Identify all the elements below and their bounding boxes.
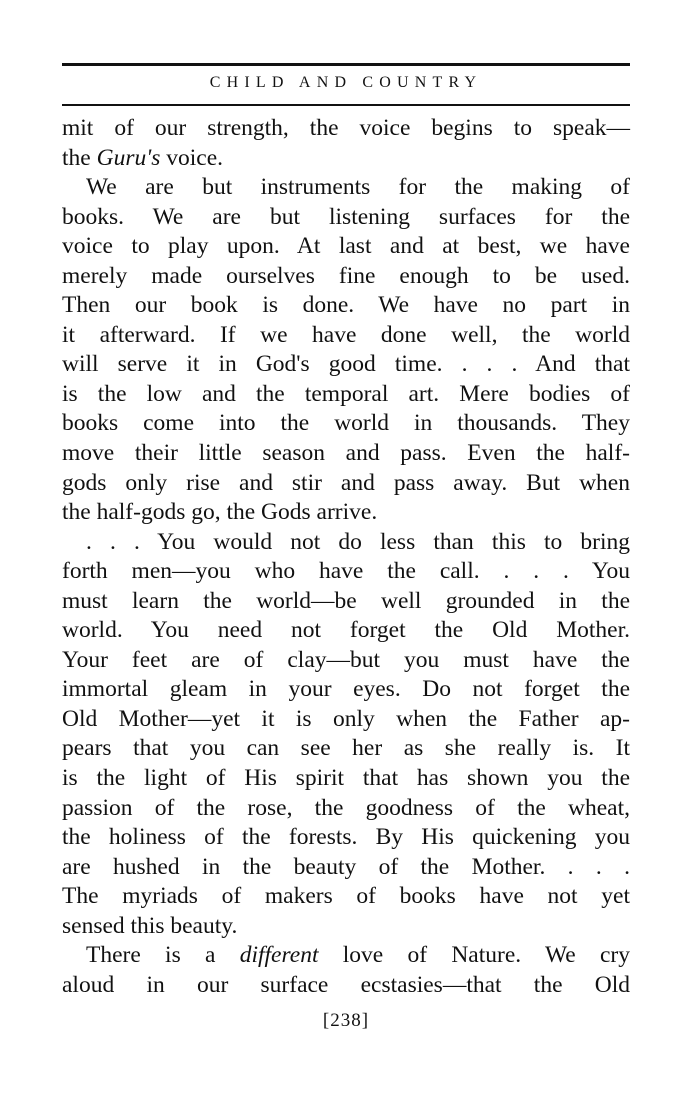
- text-line: must learn the world—be well grounded in the: [62, 587, 630, 614]
- text-line: the half-gods go, the Gods arrive.: [62, 499, 378, 526]
- text-line: passion of the rose, the goodness of the wheat,: [62, 794, 630, 821]
- page-number: [238]: [322, 1010, 370, 1031]
- text-line: is the low and the temporal art. Mere bodies of: [62, 380, 630, 407]
- text-line: Your feet are of clay—but you must have the: [62, 646, 630, 673]
- text-line: Then our book is done. We have no part in: [62, 292, 630, 319]
- text-line: pears that you can see her as she really is. It: [62, 735, 630, 762]
- text-line: sensed this beauty.: [62, 912, 238, 939]
- text-line: . . . You would not do less than this to bring: [86, 528, 630, 555]
- text-line: aloud in our surface ecstasies—that the Old: [62, 971, 630, 998]
- text-line: books. We are but listening surfaces for the: [62, 203, 630, 230]
- text-line: There is a different love of Nature. We cry: [86, 942, 630, 969]
- text-line: it afterward. If we have done well, the world: [62, 321, 630, 348]
- text-line: is the light of His spirit that has shown you the: [62, 765, 630, 792]
- text-line: We are but instruments for the making of: [86, 174, 630, 201]
- text-line: move their little season and pass. Even the half-: [62, 440, 630, 467]
- text-line: forth men—you who have the call. . . . You: [62, 558, 630, 585]
- book-page: [62, 0, 630, 1100]
- header-rule-bottom: [62, 104, 630, 106]
- text-line: merely made ourselves fine enough to be used.: [62, 262, 630, 289]
- running-head: CHILD AND COUNTRY: [209, 74, 483, 91]
- text-line: voice to play upon. At last and at best, we have: [62, 233, 630, 260]
- text-line: books come into the world in thousands. They: [62, 410, 630, 437]
- text-line: are hushed in the beauty of the Mother. . . .: [62, 853, 630, 880]
- text-line: mit of our strength, the voice begins to speak—: [62, 115, 630, 141]
- text-line: Old Mother—yet it is only when the Father ap-: [62, 705, 630, 732]
- text-line: world. You need not forget the Old Mother.: [62, 617, 630, 644]
- header-rule-top: [62, 63, 630, 66]
- text-line: will serve it in God's good time. . . . And that: [62, 351, 630, 378]
- text-line: The myriads of makers of books have not yet: [62, 883, 630, 910]
- body-text: [62, 114, 630, 1000]
- text-line: immortal gleam in your eyes. Do not forget the: [62, 676, 630, 703]
- text-line: the Guru's voice.: [62, 144, 224, 171]
- text-line: the holiness of the forests. By His quickening you: [62, 824, 630, 851]
- text-line: gods only rise and stir and pass away. But when: [62, 469, 630, 496]
